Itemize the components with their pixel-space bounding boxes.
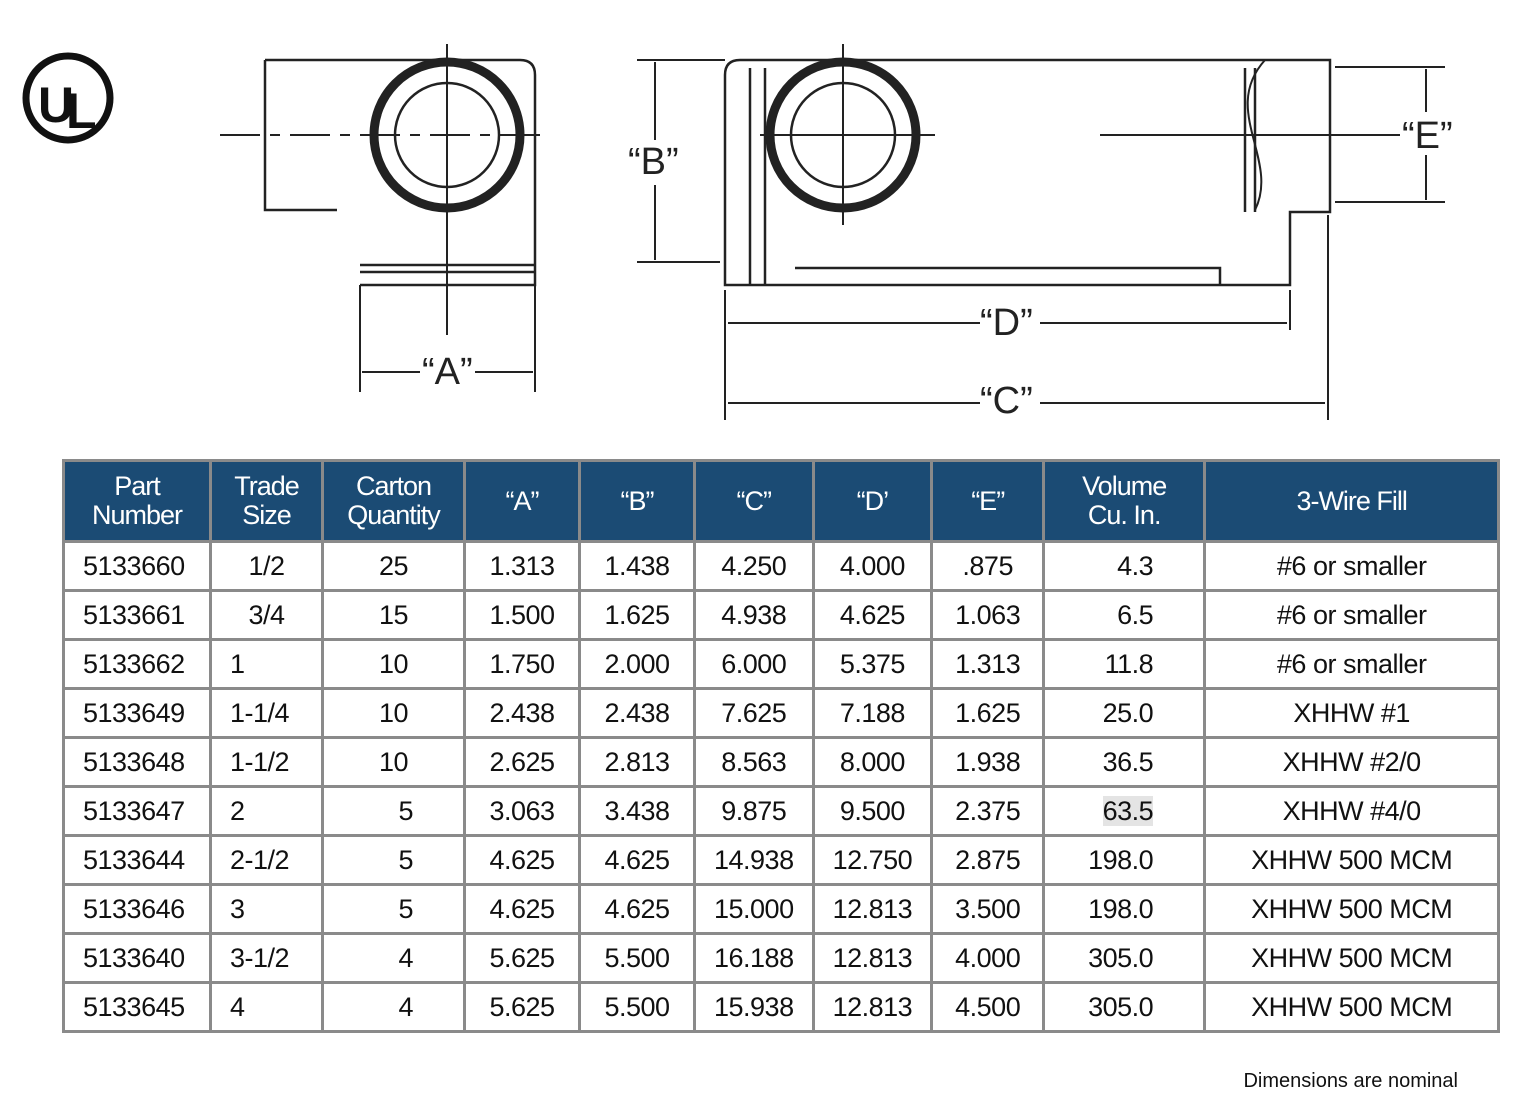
header-text: Quantity: [347, 500, 440, 530]
cell-text: 4.3: [1117, 550, 1154, 581]
dim-c-label: “C”: [980, 380, 1033, 422]
cell-dim-e: [932, 885, 1044, 934]
cell-text: 4.500: [955, 991, 1021, 1022]
cell-dim-b: [580, 542, 695, 591]
cell-text: 12.813: [832, 991, 913, 1022]
cell-text: 5: [398, 893, 413, 924]
cell-text: 5.375: [839, 648, 905, 679]
cell-text: 5133644: [83, 844, 185, 875]
cell-text: 9.875: [721, 795, 787, 826]
cell-dim-a: [465, 934, 580, 983]
cell-text: 1.938: [955, 746, 1021, 777]
cell-text: 10: [378, 697, 409, 728]
cell-volume: [1044, 738, 1205, 787]
cell-text: XHHW #4/0: [1282, 795, 1421, 826]
cell-trade-size: [211, 591, 323, 640]
cell-dim-b: [580, 983, 695, 1032]
cell-part-number: [64, 738, 211, 787]
cell-part-number: [64, 787, 211, 836]
cell-trade-size: [211, 983, 323, 1032]
cell-text: 5133645: [83, 991, 185, 1022]
cell-text: 4: [398, 942, 413, 973]
cell-wire-fill: [1205, 591, 1499, 640]
header-text: Trade: [234, 471, 299, 501]
cell-part-number: [64, 934, 211, 983]
cell-text: 1: [230, 648, 245, 679]
cell-dim-e: [932, 738, 1044, 787]
cell-volume: [1044, 934, 1205, 983]
cell-text: 3.500: [955, 893, 1021, 924]
specifications-table: [62, 459, 1500, 1033]
cell-part-number: [64, 983, 211, 1032]
header-text: Cu. In.: [1087, 500, 1161, 530]
cell-text: 12.813: [832, 942, 913, 973]
cell-text: XHHW #1: [1293, 697, 1410, 728]
cell-text: 1.750: [489, 648, 555, 679]
cell-text: 5133640: [83, 942, 185, 973]
cell-text: 5.500: [604, 942, 670, 973]
cell-carton-quantity: [323, 983, 465, 1032]
cell-dim-c: [695, 983, 814, 1032]
header-text: “A”: [505, 485, 539, 516]
cell-text: 2.000: [604, 648, 670, 679]
cell-text: 25: [378, 550, 409, 581]
cell-text: 15.000: [714, 893, 794, 924]
svg-text:L: L: [66, 83, 97, 139]
cell-volume: [1044, 787, 1205, 836]
cell-text: 5: [398, 844, 413, 875]
cell-dim-b: [580, 640, 695, 689]
header-text: “D’: [856, 485, 889, 516]
cell-text: 1/2: [248, 550, 285, 581]
cell-text: 1-1/2: [230, 746, 290, 777]
cell-trade-size: [211, 787, 323, 836]
cell-volume: [1044, 885, 1205, 934]
cell-text: 1.625: [604, 599, 670, 630]
header-text: Size: [242, 500, 291, 530]
cell-volume: [1044, 640, 1205, 689]
header-dim-d: [813, 461, 932, 542]
cell-text: 1.625: [955, 697, 1021, 728]
dimensions-note: Dimensions are nominal: [1243, 1070, 1458, 1092]
cell-text: 4.000: [839, 550, 905, 581]
cell-wire-fill: [1205, 885, 1499, 934]
cell-dim-c: [695, 689, 814, 738]
cell-text: 2.438: [604, 697, 670, 728]
cell-carton-quantity: [323, 591, 465, 640]
cell-dim-a: [465, 738, 580, 787]
technical-drawing: [0, 0, 1526, 440]
header-wire-fill: [1205, 461, 1499, 542]
cell-trade-size: [211, 934, 323, 983]
cell-dim-a: [465, 787, 580, 836]
cell-dim-c: [695, 640, 814, 689]
cell-dim-e: [932, 983, 1044, 1032]
cell-dim-e: [932, 591, 1044, 640]
cell-text: 198.0: [1088, 893, 1154, 924]
header-volume: [1044, 461, 1205, 542]
cell-text: 63.5: [1102, 795, 1154, 826]
cell-carton-quantity: [323, 542, 465, 591]
cell-dim-d: [813, 591, 932, 640]
header-text: Carton: [355, 471, 432, 501]
cell-dim-d: [813, 934, 932, 983]
header-part-number: [64, 461, 211, 542]
cell-dim-d: [813, 787, 932, 836]
table-row: [64, 787, 1499, 836]
header-dim-b: [580, 461, 695, 542]
header-text: “E”: [971, 485, 1005, 516]
cell-dim-c: [695, 836, 814, 885]
header-text: Number: [91, 500, 183, 530]
table-row: [64, 836, 1499, 885]
side-view: [637, 44, 1445, 420]
cell-text: 4.938: [721, 599, 787, 630]
header-dim-c: [695, 461, 814, 542]
cell-dim-b: [580, 885, 695, 934]
cell-text: .875: [962, 550, 1013, 581]
cell-dim-e: [932, 836, 1044, 885]
cell-wire-fill: [1205, 787, 1499, 836]
cell-trade-size: [211, 640, 323, 689]
cell-volume: [1044, 591, 1205, 640]
cell-part-number: [64, 640, 211, 689]
cell-text: 2: [230, 795, 245, 826]
cell-part-number: [64, 885, 211, 934]
cell-text: 3/4: [248, 599, 285, 630]
cell-text: XHHW 500 MCM: [1251, 942, 1453, 973]
table-row: [64, 591, 1499, 640]
cell-text: 3: [230, 893, 245, 924]
table-row: [64, 934, 1499, 983]
cell-text: 2.625: [489, 746, 555, 777]
cell-dim-a: [465, 542, 580, 591]
cell-trade-size: [211, 836, 323, 885]
cell-carton-quantity: [323, 787, 465, 836]
cell-text: 4: [398, 991, 413, 1022]
cell-dim-c: [695, 591, 814, 640]
cell-text: XHHW 500 MCM: [1251, 893, 1453, 924]
cell-text: 2.875: [955, 844, 1021, 875]
cell-text: 9.500: [839, 795, 905, 826]
cell-text: 8.563: [721, 746, 787, 777]
cell-dim-b: [580, 934, 695, 983]
cell-part-number: [64, 542, 211, 591]
header-text: 3-Wire Fill: [1296, 485, 1407, 516]
cell-dim-b: [580, 689, 695, 738]
cell-dim-b: [580, 836, 695, 885]
header-dim-a: [465, 461, 580, 542]
cell-text: XHHW #2/0: [1282, 746, 1421, 777]
cell-dim-b: [580, 591, 695, 640]
cell-text: 25.0: [1102, 697, 1154, 728]
cell-text: 5133649: [83, 697, 185, 728]
dim-a-label: “A”: [422, 351, 473, 393]
cell-wire-fill: [1205, 836, 1499, 885]
dim-d-label: “D”: [980, 302, 1033, 344]
cell-text: 3-1/2: [230, 942, 290, 973]
cell-text: 4: [230, 991, 245, 1022]
cell-dim-c: [695, 542, 814, 591]
cell-wire-fill: [1205, 934, 1499, 983]
cell-carton-quantity: [323, 640, 465, 689]
cell-text: XHHW 500 MCM: [1251, 991, 1453, 1022]
cell-text: 5133662: [83, 648, 185, 679]
cell-dim-e: [932, 689, 1044, 738]
cell-dim-d: [813, 738, 932, 787]
cell-dim-a: [465, 640, 580, 689]
cell-trade-size: [211, 689, 323, 738]
cell-text: 15.938: [714, 991, 794, 1022]
cell-part-number: [64, 591, 211, 640]
cell-dim-e: [932, 640, 1044, 689]
cell-text: 1.438: [604, 550, 670, 581]
cell-text: 5.625: [489, 942, 555, 973]
cell-text: 4.625: [839, 599, 905, 630]
cell-volume: [1044, 983, 1205, 1032]
cell-text: 3.438: [604, 795, 670, 826]
table-row: [64, 738, 1499, 787]
cell-text: 305.0: [1088, 942, 1154, 973]
table-row: [64, 983, 1499, 1032]
table-row: [64, 640, 1499, 689]
cell-text: 36.5: [1102, 746, 1154, 777]
cell-dim-c: [695, 934, 814, 983]
cell-text: 198.0: [1088, 844, 1154, 875]
cell-text: 5.500: [604, 991, 670, 1022]
cell-wire-fill: [1205, 689, 1499, 738]
cell-dim-c: [695, 885, 814, 934]
cell-text: 1.313: [955, 648, 1021, 679]
cell-text: 1.500: [489, 599, 555, 630]
table-row: [64, 885, 1499, 934]
cell-text: 2-1/2: [230, 844, 290, 875]
cell-text: 12.750: [832, 844, 913, 875]
cell-text: 2.375: [955, 795, 1021, 826]
header-trade-size: [211, 461, 323, 542]
cell-dim-c: [695, 738, 814, 787]
cell-volume: [1044, 836, 1205, 885]
cell-dim-a: [465, 689, 580, 738]
cell-text: #6 or smaller: [1276, 648, 1427, 679]
cell-text: 1.313: [489, 550, 555, 581]
cell-wire-fill: [1205, 640, 1499, 689]
cell-volume: [1044, 542, 1205, 591]
end-view: [220, 44, 540, 392]
cell-text: 3.063: [489, 795, 555, 826]
cell-text: XHHW 500 MCM: [1251, 844, 1453, 875]
cell-text: 11.8: [1104, 648, 1154, 679]
cell-text: 305.0: [1088, 991, 1154, 1022]
cell-carton-quantity: [323, 836, 465, 885]
cell-text: 5133646: [83, 893, 185, 924]
cell-dim-e: [932, 542, 1044, 591]
cell-dim-d: [813, 885, 932, 934]
cell-text: 6.5: [1117, 599, 1154, 630]
cell-trade-size: [211, 885, 323, 934]
cell-text: 5.625: [489, 991, 555, 1022]
cell-dim-c: [695, 787, 814, 836]
header-row: [64, 461, 1499, 542]
cell-dim-e: [932, 934, 1044, 983]
cell-text: 5133647: [83, 795, 185, 826]
svg-text:U: U: [38, 77, 75, 133]
header-text: “B”: [620, 485, 654, 516]
cell-part-number: [64, 836, 211, 885]
cell-carton-quantity: [323, 689, 465, 738]
cell-text: 12.813: [832, 893, 913, 924]
cell-text: 4.625: [604, 844, 670, 875]
cell-text: 2.438: [489, 697, 555, 728]
cell-dim-a: [465, 836, 580, 885]
cell-dim-d: [813, 542, 932, 591]
cell-dim-d: [813, 689, 932, 738]
cell-text: 6.000: [721, 648, 787, 679]
cell-dim-b: [580, 787, 695, 836]
cell-part-number: [64, 689, 211, 738]
cell-wire-fill: [1205, 542, 1499, 591]
cell-text: 1.063: [955, 599, 1021, 630]
cell-text: 4.625: [489, 893, 555, 924]
header-text: “C”: [736, 485, 772, 516]
cell-dim-a: [465, 591, 580, 640]
cell-dim-e: [932, 787, 1044, 836]
cell-volume: [1044, 689, 1205, 738]
cell-wire-fill: [1205, 983, 1499, 1032]
dim-e-label: “E”: [1402, 115, 1453, 157]
cell-text: 2.813: [604, 746, 670, 777]
cell-text: 16.188: [714, 942, 794, 973]
ul-logo: [26, 56, 110, 140]
cell-text: 7.625: [721, 697, 787, 728]
cell-text: 5133648: [83, 746, 185, 777]
cell-text: 5133661: [83, 599, 185, 630]
header-text: Part: [114, 471, 160, 501]
cell-text: 1-1/4: [230, 697, 290, 728]
cell-dim-b: [580, 738, 695, 787]
table-row: [64, 542, 1499, 591]
cell-carton-quantity: [323, 885, 465, 934]
cell-text: #6 or smaller: [1276, 599, 1427, 630]
cell-carton-quantity: [323, 934, 465, 983]
cell-wire-fill: [1205, 738, 1499, 787]
cell-dim-a: [465, 983, 580, 1032]
cell-text: 7.188: [839, 697, 905, 728]
cell-text: 4.000: [955, 942, 1021, 973]
cell-dim-d: [813, 836, 932, 885]
cell-text: #6 or smaller: [1276, 550, 1427, 581]
header-carton-quantity: [323, 461, 465, 542]
dim-b-label: “B”: [628, 141, 679, 183]
cell-text: 4.625: [604, 893, 670, 924]
header-dim-e: [932, 461, 1044, 542]
cell-dim-d: [813, 640, 932, 689]
cell-text: 10: [378, 746, 409, 777]
cell-text: 15: [378, 599, 409, 630]
cell-dim-d: [813, 983, 932, 1032]
cell-dim-a: [465, 885, 580, 934]
cell-text: 14.938: [714, 844, 794, 875]
cell-text: 8.000: [839, 746, 905, 777]
cell-text: 5133660: [83, 550, 185, 581]
header-text: Volume: [1082, 471, 1167, 501]
cell-trade-size: [211, 738, 323, 787]
cell-text: 4.250: [721, 550, 787, 581]
cell-text: 10: [378, 648, 409, 679]
cell-carton-quantity: [323, 738, 465, 787]
table-row: [64, 689, 1499, 738]
cell-trade-size: [211, 542, 323, 591]
cell-text: 4.625: [489, 844, 555, 875]
cell-text: 5: [398, 795, 413, 826]
